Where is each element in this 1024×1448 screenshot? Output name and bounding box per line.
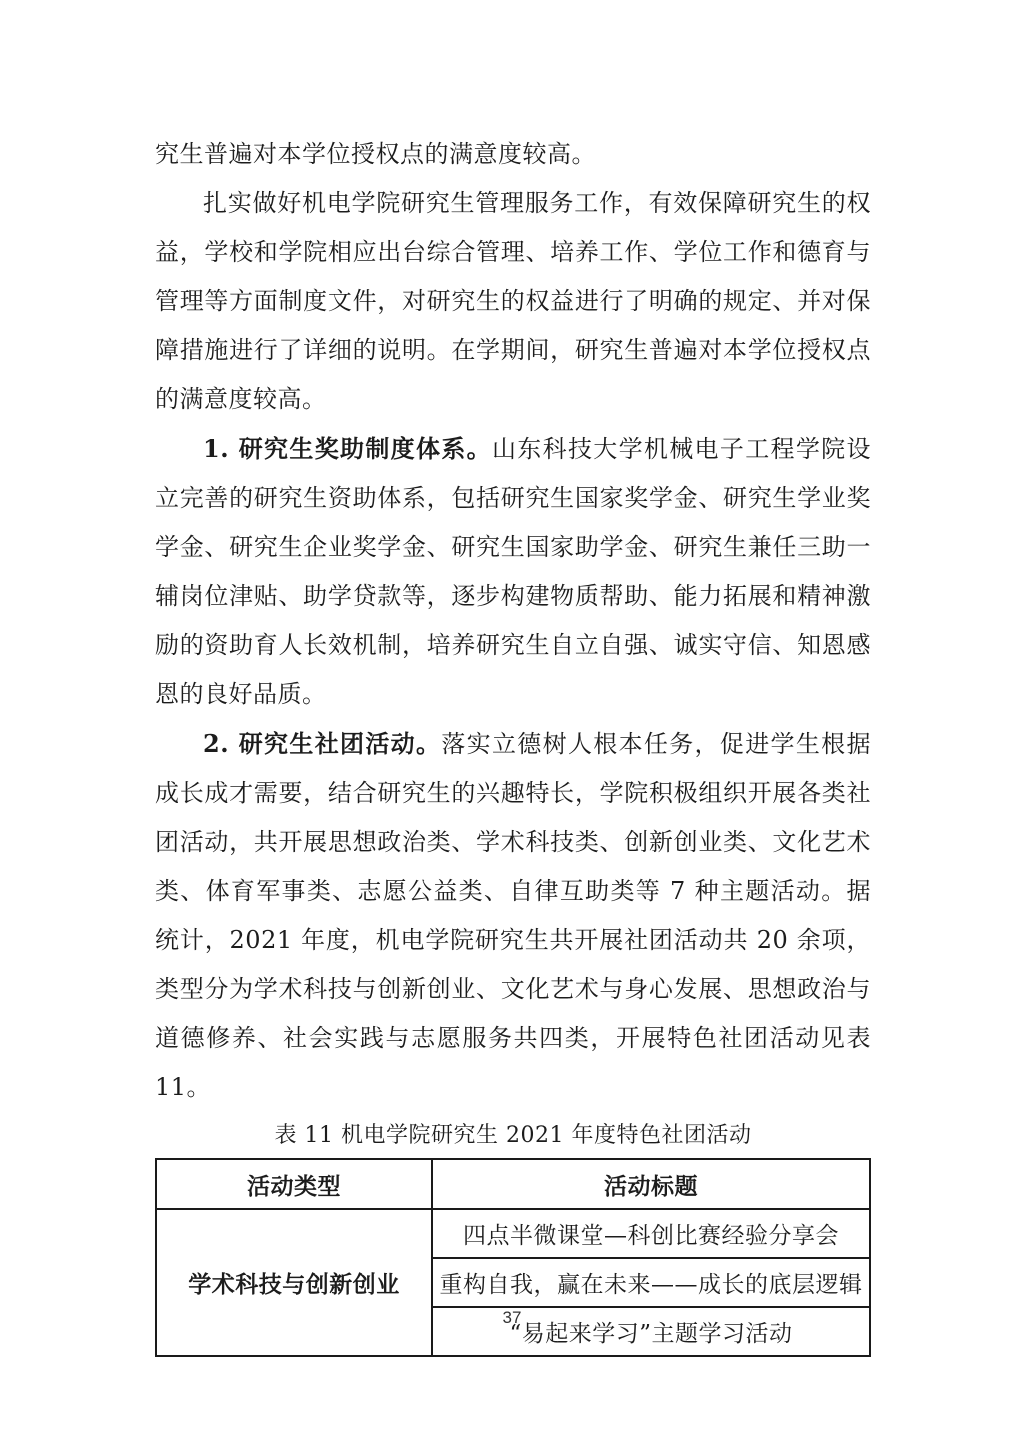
table-caption: 表 11 机电学院研究生 2021 年度特色社团活动 bbox=[274, 1123, 752, 1148]
paragraph-text: 落实立德树人根本任务，促进学生根据成长成才需要，结合研究生的兴趣特长，学院积极组织开展各类社团活动，共开展思想政治类、学术科技类、创新创业类、文化艺术类、体育军事类、志愿公益类、自律互助类等 7 种主题活动。据统计，2021 年度，机电学院研究生共开展社团活动共 20 余项，类型分为学术科技与创新创业、文化艺术与身心发展、思想政治与道德修养、社会实践与志愿服务共四类，开展特色社团活动见表 11。 bbox=[155, 730, 871, 1101]
activity-title-cell: “易起来学习”主题学习活动 bbox=[432, 1307, 870, 1356]
activity-title-cell: 重构自我，赢在未来——成长的底层逻辑 bbox=[432, 1258, 870, 1307]
paragraph-heading: 2. 研究生社团活动。 bbox=[203, 729, 442, 758]
page-content bbox=[155, 130, 871, 1357]
table-row bbox=[156, 1209, 870, 1258]
activity-category-cell: 学术科技与创新创业 bbox=[156, 1209, 432, 1356]
column-header-activity-type: 活动类型 bbox=[156, 1159, 432, 1209]
paragraph-text: 山东科技大学机械电子工程学院设立完善的研究生资助体系，包括研究生国家奖学金、研究生学业奖学金、研究生企业奖学金、研究生国家助学金、研究生兼任三助一辅岗位津贴、助学贷款等，逐步构建物质帮助、能力拓展和精神激励的资助育人长效机制，培养研究生自立自强、诚实守信、知恩感恩的良好品质。 bbox=[155, 435, 871, 708]
paragraph-club-activities bbox=[155, 719, 871, 1112]
table-header-row bbox=[156, 1159, 870, 1209]
paragraph-heading: 1. 研究生奖助制度体系。 bbox=[203, 434, 492, 463]
table-body bbox=[156, 1209, 870, 1356]
column-header-activity-title: 活动标题 bbox=[432, 1159, 870, 1209]
paragraph-scholarship-system bbox=[155, 424, 871, 719]
page-number: 37 bbox=[502, 1308, 522, 1327]
paragraph-management bbox=[155, 179, 871, 424]
paragraph-continuation bbox=[155, 130, 871, 179]
paragraph-text: 究生普遍对本学位授权点的满意度较高。 bbox=[155, 140, 596, 168]
activity-title-cell: 四点半微课堂—科创比赛经验分享会 bbox=[432, 1209, 870, 1258]
table-header bbox=[156, 1159, 870, 1209]
paragraph-text: 扎实做好机电学院研究生管理服务工作，有效保障研究生的权益，学校和学院相应出台综合管理、培养工作、学位工作和德育与管理等方面制度文件，对研究生的权益进行了明确的规定、并对保障措施进行了详细的说明。在学期间，研究生普遍对本学位授权点的满意度较高。 bbox=[155, 189, 871, 413]
